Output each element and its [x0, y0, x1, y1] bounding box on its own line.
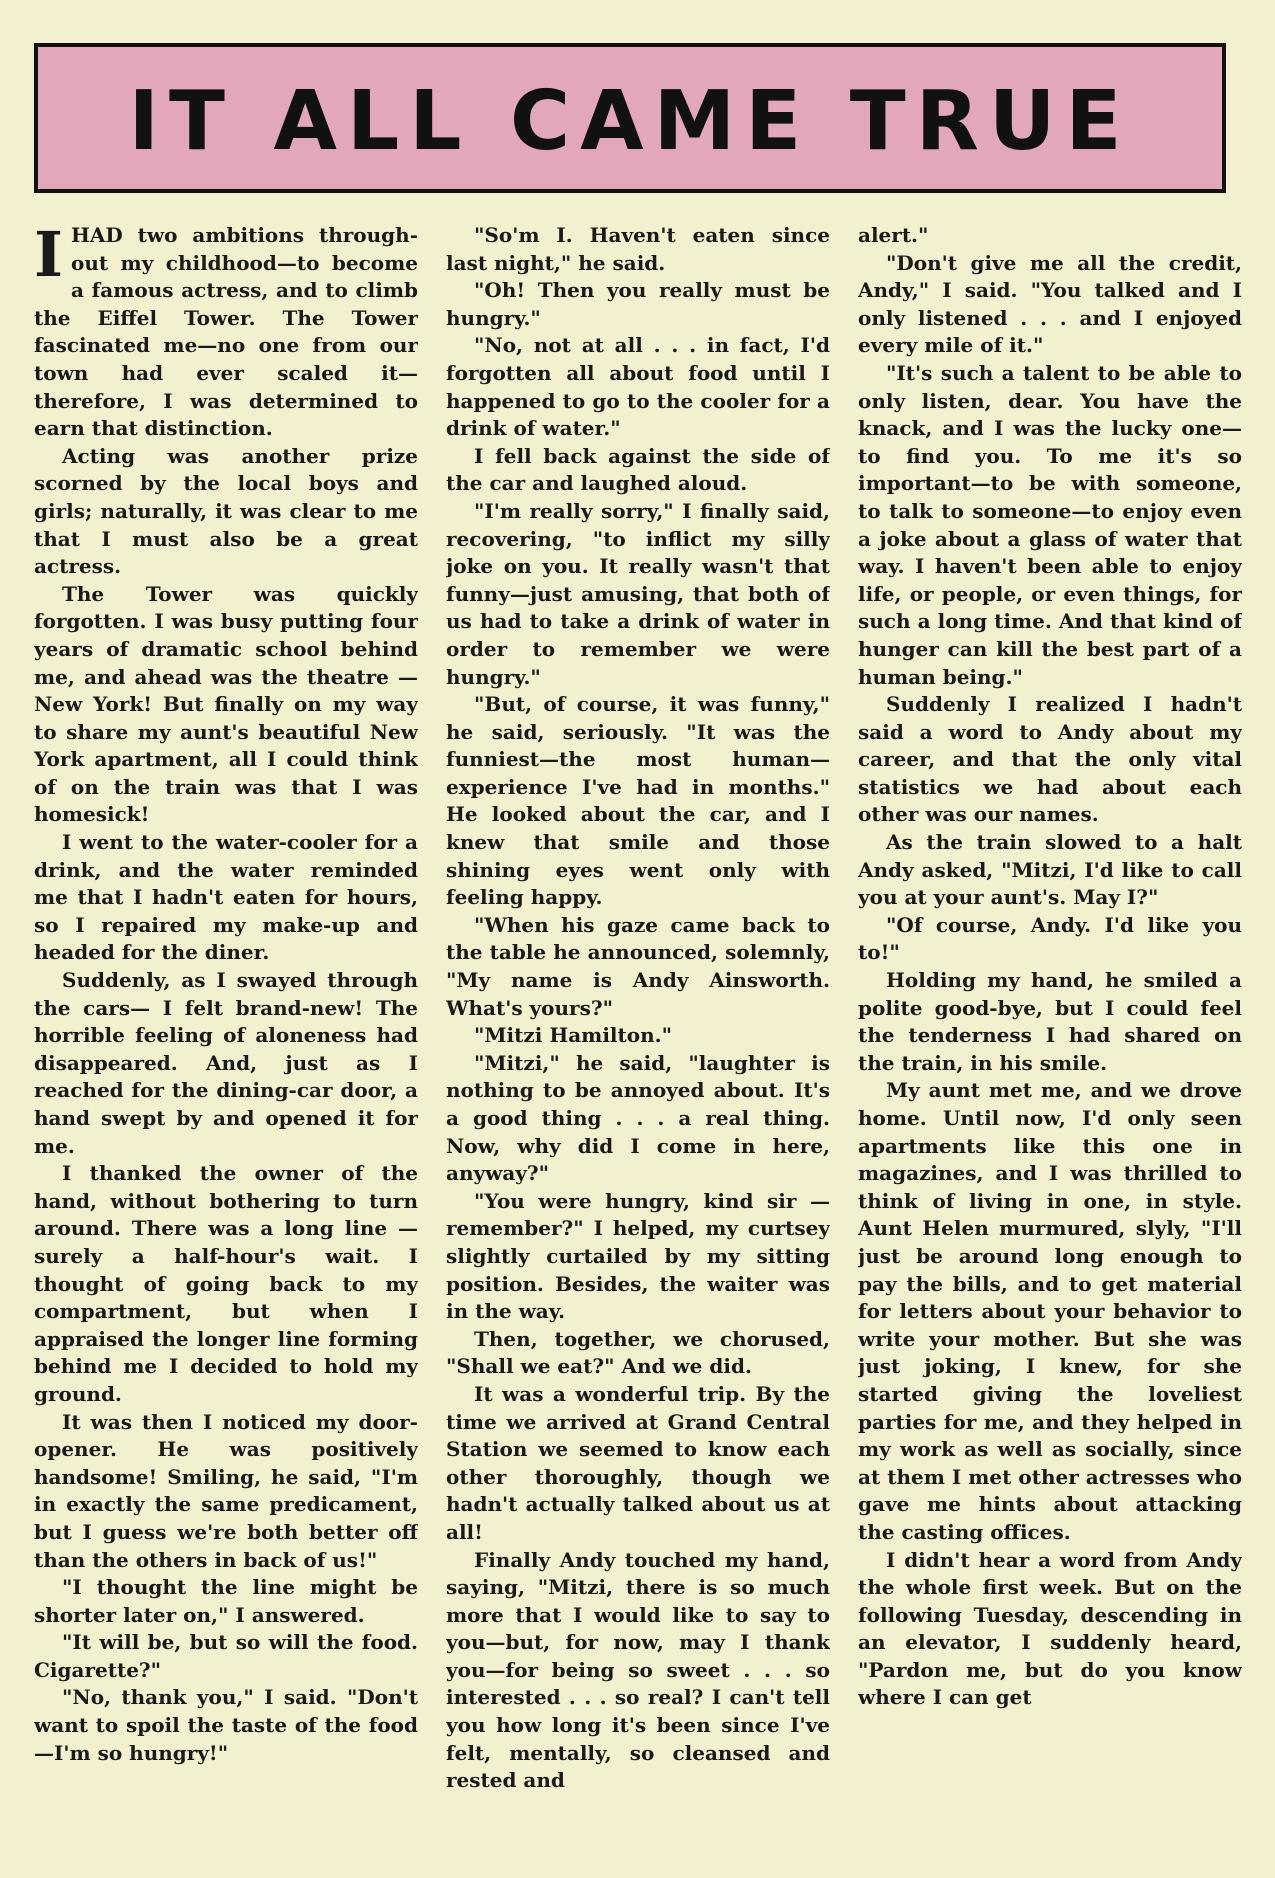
paragraph: It was a wonderful trip. By the time we arrived at Grand Central Station we seemed to know each other thoroughly, though we hadn't actually talked about us at all! — [446, 1381, 830, 1544]
column-3 — [858, 222, 1242, 1852]
paragraph: I went to the water-cooler for a drink, and the water reminded me that I hadn't eaten for hours, so I repaired my make-up and headed for the diner. — [34, 830, 418, 965]
paragraph: Suddenly, as I swayed through the cars— I felt brand-new! The horrible feeling of aloneness had disappeared. And, just as I reached for the dining-car door, a hand swept by and opened it for me. — [34, 968, 418, 1158]
drop-cap: I — [34, 222, 64, 291]
paragraph: My aunt met me, and we drove home. Until now, I'd only seen apartments like this one in magazines, and I was thrilled to think of living in one, in style. Aunt Helen murmured, slyly, "I'll just be around long enough to pay the bills, and to get material for letters about your behavior to write your mother. But she was just joking, I knew, for she started giving the loveliest parties for me, and they helped in my work as well as socially, since at them I met other actresses who gave me hints about attacking the casting offices. — [858, 1078, 1242, 1544]
paragraph: "Oh! Then you really must be hungry." — [446, 278, 830, 330]
paragraph: Holding my hand, he smiled a polite good-bye, but I could feel the tenderness I had shared on the train, in his smile. — [858, 968, 1242, 1075]
column-2 — [446, 222, 830, 1852]
paragraph: Suddenly I realized I hadn't said a word to Andy about my career, and that the only vital statistics we had about each other was our names. — [858, 692, 1242, 827]
paragraph: Then, together, we chorused, "Shall we eat?" And we did. — [446, 1326, 830, 1379]
paragraph: alert." — [858, 223, 929, 247]
paragraph: I didn't hear a word from Andy the whole first week. But on the following Tuesday, descending in an elevator, I suddenly heard, "Pardon me, but do you know where I can get — [858, 1547, 1242, 1710]
paragraph: "Mitzi Hamilton." — [474, 1023, 673, 1048]
paragraph: "But, of course, it was funny," he said, seriously. "It was the funniest—the most human—experience I've had in months." He looked about the car, and I knew that smile and those shining eyes went only with feeling happy. — [446, 692, 830, 910]
paragraph: "Of course, Andy. I'd like you to!" — [858, 912, 1242, 965]
paragraph: "You were hungry, kind sir —remember?" I helped, my curtsey slightly curtailed by my sitting position. Besides, the waiter was in the way. — [446, 1188, 830, 1324]
paragraph: "No, thank you," I said. "Don't want to spoil the taste of the food—I'm so hungry!" — [34, 1685, 418, 1765]
title-banner — [34, 43, 1226, 193]
paragraph: It was then I noticed my door-opener. He was positively handsome! Smiling, he said, "I'm in exactly the same predicament, but I guess we're both better off than the others in back of us!" — [34, 1409, 418, 1572]
paragraph: IHAD two ambitions through-out my childhood—to become a famous actress, and to climb the Eiffel Tower. The Tower fascinated me—no one from our town had ever scaled it—therefore, I was determined to earn that distinction. — [34, 222, 418, 441]
paragraph: "No, not at all . . . in fact, I'd forgotten all about food until I happened to go to the cooler for a drink of water." — [446, 333, 830, 441]
paragraph: As the train slowed to a halt Andy asked, "Mitzi, I'd like to call you at your aunt's. May I?" — [858, 830, 1242, 910]
paragraph: "So'm I. Haven't eaten since last night," he said. — [446, 223, 830, 275]
paragraph: "It will be, but so will the food. Cigarette?" — [34, 1630, 418, 1682]
story-text — [34, 222, 1242, 1852]
paragraph: "When his gaze came back to the table he announced, solemnly, "My name is Andy Ainsworth. What's yours?" — [446, 912, 830, 1020]
paragraph: Finally Andy touched my hand, saying, "Mitzi, there is so much more that I would like to say to you—but, for now, may I thank you—for being so sweet . . . so interested . . . so real? I can't tell you how long it's been since I've felt, mentally, so cleansed and rested and — [446, 1547, 830, 1793]
paragraph: The Tower was quickly forgotten. I was busy putting four years of dramatic school behind me, and ahead was the theatre —New York! But finally on my way to share my aunt's beautiful New York apartment, all I could think of on the train was that I was homesick! — [34, 581, 418, 827]
paragraph: "I'm really sorry," I finally said, recovering, "to inflict my silly joke on you. It really wasn't that funny—just amusing, that both of us had to take a drink of water in order to remember we were hungry." — [446, 498, 830, 689]
column-1 — [34, 222, 418, 1852]
paragraph: "It's such a talent to be able to only listen, dear. You have the knack, and I was the lucky one—to find you. To me it's so important—to be with someone, to talk to someone—to enjoy even a joke about a glass of water that way. I haven't been able to enjoy life, or people, or even things, for such a long time. And that kind of hunger can kill the best part of a human being." — [858, 360, 1242, 689]
paragraph: I fell back against the side of the car and laughed aloud. — [446, 443, 830, 496]
paragraph: I thanked the owner of the hand, without bothering to turn around. There was a long line —surely a half-hour's wait. I thought of going back to my compartment, but when I appraised the longer line forming behind me I decided to hold my ground. — [34, 1161, 418, 1406]
paragraph: "Don't give me all the credit, Andy," I said. "You talked and I only listened . . . and I enjoyed every mile of it." — [858, 250, 1242, 358]
paragraph: "Mitzi," he said, "laughter is nothing to be annoyed about. It's a good thing . . . a real thing. Now, why did I come in here, anyway?" — [446, 1050, 830, 1186]
paragraph: "I thought the line might be shorter later on," I answered. — [34, 1575, 418, 1627]
story-title: IT ALL CAME TRUE — [128, 73, 1132, 169]
paragraph: Acting was another prize scorned by the local boys and girls; naturally, it was clear to me that I must also be a great actress. — [34, 443, 418, 579]
